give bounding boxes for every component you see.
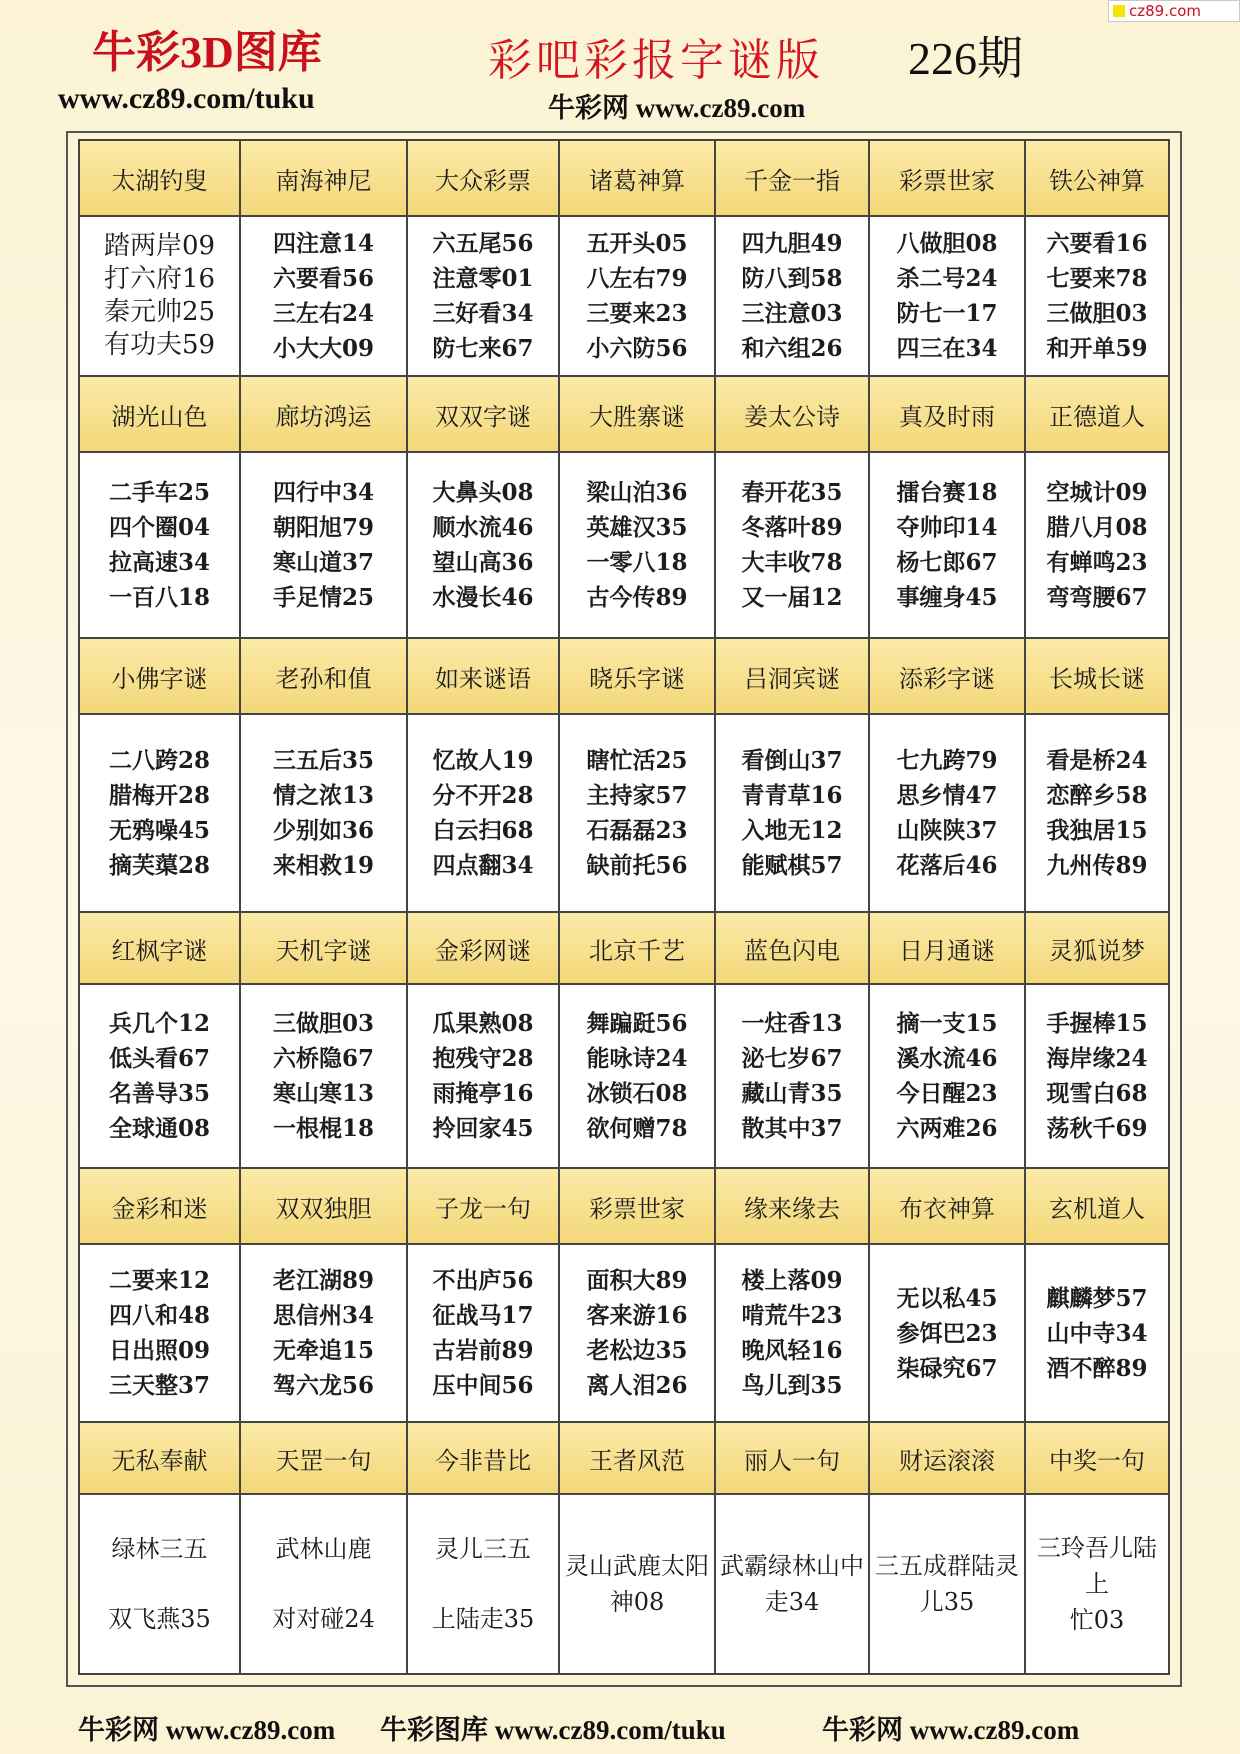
riddle-line: 灵山武鹿太阳	[565, 1552, 709, 1580]
column-title: 日月通谜	[869, 912, 1025, 984]
riddle-line: 溪水流46	[896, 1045, 998, 1072]
riddle-line: 水漫长46	[432, 584, 534, 611]
riddle-line: 防八到58	[741, 265, 843, 292]
riddle-cell	[559, 714, 715, 912]
sub-url: 牛彩网 www.cz89.com	[548, 93, 806, 123]
column-title: 长城长谜	[1025, 638, 1169, 714]
riddle-line: 思信州34	[272, 1302, 374, 1329]
riddle-cell	[715, 714, 869, 912]
riddle-row	[79, 714, 1169, 912]
riddle-line: 六桥隐67	[272, 1045, 374, 1072]
riddle-cell	[407, 1244, 559, 1422]
riddle-cell	[715, 1244, 869, 1422]
riddle-line: 一根棍18	[272, 1115, 374, 1142]
riddle-cell	[869, 452, 1025, 638]
riddle-line: 小六防56	[586, 335, 688, 362]
riddle-cell	[1025, 1494, 1169, 1674]
riddle-line: 兵几个12	[108, 1010, 210, 1037]
riddle-cell	[79, 714, 240, 912]
riddle-line: 春开花35	[741, 479, 843, 506]
riddle-line: 又一届12	[741, 584, 843, 611]
riddle-line: 寒山道37	[272, 549, 374, 576]
riddle-line: 老松边35	[586, 1337, 688, 1364]
column-title: 添彩字谜	[869, 638, 1025, 714]
riddle-line: 一百八18	[108, 584, 210, 611]
riddle-line: 三好看34	[432, 300, 534, 327]
riddle-line: 四三在34	[896, 335, 998, 362]
column-title: 南海神尼	[240, 140, 407, 216]
riddle-line: 六五尾56	[432, 230, 534, 257]
column-title: 双双字谜	[407, 376, 559, 452]
riddle-line: 缺前托56	[586, 852, 688, 879]
title-row	[79, 638, 1169, 714]
column-title: 天机字谜	[240, 912, 407, 984]
column-title: 彩票世家	[869, 140, 1025, 216]
riddle-line: 雨掩亭16	[432, 1080, 534, 1107]
riddle-line: 拎回家45	[432, 1115, 534, 1142]
riddle-cell	[407, 1494, 559, 1674]
riddle-line: 名善导35	[108, 1080, 210, 1107]
riddle-line: 啃荒牛23	[741, 1302, 843, 1329]
riddle-line: 全球通08	[108, 1115, 210, 1142]
riddle-cell	[1025, 984, 1169, 1168]
line-gap	[241, 1567, 406, 1601]
column-title: 蓝色闪电	[715, 912, 869, 984]
footer-middle: 牛彩图库 www.cz89.com/tuku	[380, 1715, 726, 1745]
riddle-line: 腊八月08	[1046, 514, 1148, 541]
riddle-line: 大丰收78	[741, 549, 843, 576]
riddle-line: 秦元帅25	[103, 297, 216, 327]
riddle-line: 低头看67	[108, 1045, 210, 1072]
riddle-line: 六要看56	[272, 265, 374, 292]
riddle-cell	[559, 984, 715, 1168]
riddle-cell	[240, 216, 407, 376]
riddle-line: 三注意03	[741, 300, 843, 327]
riddle-line: 踏两岸09	[103, 231, 216, 261]
column-title: 湖光山色	[79, 376, 240, 452]
riddle-line: 看倒山37	[741, 747, 843, 774]
riddle-line: 摘芙蕖28	[108, 852, 210, 879]
line-gap	[408, 1567, 558, 1601]
riddle-line: 古今传89	[586, 584, 688, 611]
riddle-line: 弯弯腰67	[1046, 584, 1148, 611]
site-badge[interactable]	[1108, 0, 1240, 22]
riddle-row	[79, 1494, 1169, 1674]
riddle-cell	[869, 1244, 1025, 1422]
riddle-line: 不出庐56	[432, 1267, 534, 1294]
riddle-line: 三五成群陆灵	[875, 1552, 1019, 1580]
riddle-line: 泌七岁67	[741, 1045, 843, 1072]
riddle-line: 朝阳旭79	[272, 514, 374, 541]
riddle-line: 空城计09	[1046, 479, 1148, 506]
riddle-line: 儿35	[919, 1588, 975, 1616]
title-row	[79, 912, 1169, 984]
column-title: 太湖钓叟	[79, 140, 240, 216]
riddle-line: 大鼻头08	[432, 479, 534, 506]
riddle-line: 无鸦噪45	[108, 817, 210, 844]
riddle-line: 三玲吾儿陆上	[1037, 1534, 1157, 1598]
riddle-line: 忙03	[1069, 1606, 1125, 1634]
riddle-line: 山中寺34	[1046, 1319, 1148, 1347]
riddle-line: 四注意14	[272, 230, 374, 257]
riddle-line: 对对碰24	[272, 1605, 375, 1633]
riddle-line: 走34	[764, 1588, 820, 1616]
riddle-line: 石磊磊23	[586, 817, 688, 844]
riddle-line: 七九跨79	[896, 747, 998, 774]
riddle-line: 三要来23	[586, 300, 688, 327]
riddle-cell	[79, 452, 240, 638]
riddle-line: 事缠身45	[896, 584, 998, 611]
riddle-board	[66, 131, 1182, 1687]
issue-number: 226期	[908, 33, 1023, 84]
brand-url: www.cz89.com/tuku	[58, 82, 315, 115]
riddle-line: 驾六龙56	[272, 1372, 374, 1399]
riddle-cell	[869, 1494, 1025, 1674]
riddle-line: 征战马17	[432, 1302, 534, 1329]
riddle-line: 面积大89	[586, 1267, 688, 1294]
column-title: 丽人一句	[715, 1422, 869, 1494]
column-title: 今非昔比	[407, 1422, 559, 1494]
riddle-line: 少别如36	[272, 817, 374, 844]
riddle-line: 寒山寒13	[272, 1080, 374, 1107]
column-title: 彩票世家	[559, 1168, 715, 1244]
title-row	[79, 1168, 1169, 1244]
column-title: 金彩网谜	[407, 912, 559, 984]
site-badge-text: cz89.com	[1129, 2, 1202, 20]
column-title: 玄机道人	[1025, 1168, 1169, 1244]
riddle-line: 晚风轻16	[741, 1337, 843, 1364]
riddle-cell	[79, 216, 240, 376]
riddle-line: 我独居15	[1046, 817, 1148, 844]
riddle-line: 手足情25	[272, 584, 374, 611]
edition-title: 彩吧彩报字谜版	[488, 35, 824, 86]
riddle-line: 二手车25	[108, 479, 210, 506]
riddle-line: 麒麟梦57	[1046, 1284, 1148, 1312]
column-title: 无私奉献	[79, 1422, 240, 1494]
riddle-cell	[559, 452, 715, 638]
column-title: 小佛字谜	[79, 638, 240, 714]
title-row	[79, 140, 1169, 216]
riddle-line: 打六府16	[103, 264, 216, 294]
riddle-line: 恋醉乡58	[1046, 782, 1148, 809]
riddle-cell	[240, 714, 407, 912]
badge-dot-icon	[1113, 5, 1125, 17]
column-title: 缘来缘去	[715, 1168, 869, 1244]
riddle-line: 瞎忙活25	[586, 747, 688, 774]
riddle-cell	[240, 1494, 407, 1674]
riddle-cell	[869, 714, 1025, 912]
riddle-line: 柒碌究67	[896, 1354, 998, 1382]
riddle-row	[79, 216, 1169, 376]
column-title: 王者风范	[559, 1422, 715, 1494]
riddle-line: 来相救19	[272, 852, 374, 879]
riddle-line: 腊梅开28	[108, 782, 210, 809]
riddle-line: 冰锁石08	[586, 1080, 688, 1107]
riddle-line: 参饵巴23	[896, 1319, 998, 1347]
riddle-line: 三天整37	[108, 1372, 210, 1399]
title-row	[79, 1422, 1169, 1494]
riddle-line: 注意零01	[432, 265, 534, 292]
riddle-line: 能咏诗24	[586, 1045, 688, 1072]
line-gap	[80, 1567, 239, 1601]
riddle-cell	[407, 216, 559, 376]
riddle-cell	[240, 1244, 407, 1422]
riddle-line: 防七一17	[896, 300, 998, 327]
riddle-line: 梁山泊36	[586, 479, 688, 506]
riddle-line: 三做胆03	[272, 1010, 374, 1037]
riddle-line: 青青草16	[741, 782, 843, 809]
riddle-line: 主持家57	[586, 782, 688, 809]
column-title: 灵狐说梦	[1025, 912, 1169, 984]
riddle-cell	[79, 984, 240, 1168]
riddle-line: 四个圈04	[108, 514, 210, 541]
riddle-cell	[559, 1244, 715, 1422]
riddle-row	[79, 1244, 1169, 1422]
riddle-cell	[1025, 216, 1169, 376]
riddle-line: 四点翻34	[432, 852, 534, 879]
riddle-line: 杨七郎67	[896, 549, 998, 576]
column-title: 老孙和值	[240, 638, 407, 714]
riddle-line: 八做胆08	[896, 230, 998, 257]
riddle-line: 三左右24	[272, 300, 374, 327]
riddle-line: 五开头05	[586, 230, 688, 257]
riddle-line: 拉高速34	[108, 549, 210, 576]
riddle-line: 看是桥24	[1046, 747, 1148, 774]
riddle-line: 四八和48	[108, 1302, 210, 1329]
riddle-line: 老江湖89	[272, 1267, 374, 1294]
riddle-line: 现雪白68	[1046, 1080, 1148, 1107]
riddle-line: 杀二号24	[896, 265, 998, 292]
riddle-row	[79, 452, 1169, 638]
riddle-line: 四行中34	[272, 479, 374, 506]
riddle-cell	[715, 984, 869, 1168]
column-title: 千金一指	[715, 140, 869, 216]
footer-right: 牛彩网 www.cz89.com	[822, 1715, 1080, 1745]
riddle-cell	[407, 452, 559, 638]
riddle-line: 防七来67	[432, 335, 534, 362]
riddle-line: 情之浓13	[272, 782, 374, 809]
riddle-line: 白云扫68	[432, 817, 534, 844]
riddle-cell	[559, 216, 715, 376]
riddle-line: 无以私45	[896, 1284, 998, 1312]
riddle-line: 楼上落09	[741, 1267, 843, 1294]
riddle-line: 上陆走35	[431, 1605, 535, 1633]
column-title: 子龙一句	[407, 1168, 559, 1244]
riddle-line: 压中间56	[432, 1372, 534, 1399]
column-title: 大众彩票	[407, 140, 559, 216]
riddle-line: 双飞燕35	[108, 1605, 211, 1633]
riddle-line: 藏山青35	[741, 1080, 843, 1107]
riddle-line: 三做胆03	[1046, 300, 1148, 327]
riddle-line: 神08	[609, 1588, 665, 1616]
riddle-line: 鸟儿到35	[741, 1372, 843, 1399]
column-title: 北京千艺	[559, 912, 715, 984]
riddle-cell	[559, 1494, 715, 1674]
riddle-line: 武霸绿林山中	[720, 1552, 864, 1580]
column-title: 大胜寨谜	[559, 376, 715, 452]
riddle-cell	[1025, 452, 1169, 638]
column-title: 姜太公诗	[715, 376, 869, 452]
riddle-line: 分不开28	[432, 782, 534, 809]
riddle-cell	[1025, 714, 1169, 912]
riddle-line: 二要来12	[108, 1267, 210, 1294]
riddle-line: 有蝉鸣23	[1046, 549, 1148, 576]
riddle-row	[79, 984, 1169, 1168]
riddle-line: 灵儿三五	[435, 1535, 531, 1563]
riddle-line: 英雄汉35	[586, 514, 688, 541]
riddle-line: 冬落叶89	[741, 514, 843, 541]
riddle-cell	[1025, 1244, 1169, 1422]
riddle-line: 和六组26	[741, 335, 843, 362]
column-title: 真及时雨	[869, 376, 1025, 452]
column-title: 红枫字谜	[79, 912, 240, 984]
riddle-cell	[407, 984, 559, 1168]
column-title: 布衣神算	[869, 1168, 1025, 1244]
riddle-table-body	[79, 140, 1169, 1674]
riddle-line: 花落后46	[896, 852, 998, 879]
riddle-line: 日出照09	[108, 1337, 210, 1364]
riddle-line: 欲何赠78	[586, 1115, 688, 1142]
riddle-cell	[240, 984, 407, 1168]
riddle-line: 七要来78	[1046, 265, 1148, 292]
column-title: 如来谜语	[407, 638, 559, 714]
column-title: 铁公神算	[1025, 140, 1169, 216]
riddle-line: 思乡情47	[896, 782, 998, 809]
riddle-line: 海岸缘24	[1046, 1045, 1148, 1072]
riddle-line: 抱残守28	[432, 1045, 534, 1072]
riddle-line: 夺帅印14	[896, 514, 998, 541]
riddle-line: 有功夫59	[103, 330, 216, 360]
riddle-line: 六两难26	[896, 1115, 998, 1142]
riddle-line: 三五后35	[272, 747, 374, 774]
brand-title: 牛彩3D图库	[92, 28, 322, 77]
riddle-line: 一零八18	[586, 549, 688, 576]
riddle-line: 瓜果熟08	[432, 1010, 534, 1037]
riddle-line: 客来游16	[586, 1302, 688, 1329]
column-title: 财运滚滚	[869, 1422, 1025, 1494]
riddle-line: 二八跨28	[108, 747, 210, 774]
riddle-line: 顺水流46	[432, 514, 534, 541]
column-title: 天罡一句	[240, 1422, 407, 1494]
riddle-line: 手握棒15	[1046, 1010, 1148, 1037]
column-title: 廊坊鸿运	[240, 376, 407, 452]
column-title: 吕洞宾谜	[715, 638, 869, 714]
riddle-line: 山陕陕37	[896, 817, 998, 844]
riddle-table	[78, 139, 1170, 1675]
riddle-line: 六要看16	[1046, 230, 1148, 257]
riddle-cell	[240, 452, 407, 638]
riddle-line: 散其中37	[741, 1115, 843, 1142]
riddle-cell	[715, 452, 869, 638]
riddle-line: 古岩前89	[432, 1337, 534, 1364]
title-row	[79, 376, 1169, 452]
riddle-line: 武林山鹿	[275, 1535, 372, 1563]
riddle-line: 入地无12	[741, 817, 843, 844]
column-title: 金彩和迷	[79, 1168, 240, 1244]
riddle-line: 能赋棋57	[741, 852, 843, 879]
riddle-cell	[715, 216, 869, 376]
riddle-line: 望山高36	[432, 549, 534, 576]
riddle-line: 小大大09	[272, 335, 374, 362]
column-title: 正德道人	[1025, 376, 1169, 452]
riddle-line: 舞蹁跹56	[586, 1010, 688, 1037]
riddle-line: 一炷香13	[741, 1010, 843, 1037]
riddle-line: 四九胆49	[741, 230, 843, 257]
riddle-cell	[79, 1244, 240, 1422]
riddle-line: 摘一支15	[896, 1010, 998, 1037]
riddle-cell	[869, 216, 1025, 376]
riddle-cell	[79, 1494, 240, 1674]
riddle-line: 和开单59	[1046, 335, 1148, 362]
riddle-cell	[869, 984, 1025, 1168]
column-title: 诸葛神算	[559, 140, 715, 216]
riddle-line: 离人泪26	[586, 1372, 688, 1399]
column-title: 晓乐字谜	[559, 638, 715, 714]
riddle-line: 今日醒23	[896, 1080, 998, 1107]
riddle-line: 荡秋千69	[1046, 1115, 1148, 1142]
riddle-line: 忆故人19	[432, 747, 534, 774]
riddle-cell	[715, 1494, 869, 1674]
footer-left: 牛彩网 www.cz89.com	[78, 1715, 336, 1745]
riddle-line: 绿林三五	[111, 1535, 208, 1563]
riddle-line: 九州传89	[1046, 852, 1148, 879]
riddle-line: 擂台赛18	[896, 479, 998, 506]
riddle-line: 八左右79	[586, 265, 688, 292]
column-title: 中奖一句	[1025, 1422, 1169, 1494]
column-title: 双双独胆	[240, 1168, 407, 1244]
riddle-line: 酒不醉89	[1046, 1354, 1148, 1382]
riddle-line: 无牵追15	[272, 1337, 374, 1364]
riddle-cell	[407, 714, 559, 912]
